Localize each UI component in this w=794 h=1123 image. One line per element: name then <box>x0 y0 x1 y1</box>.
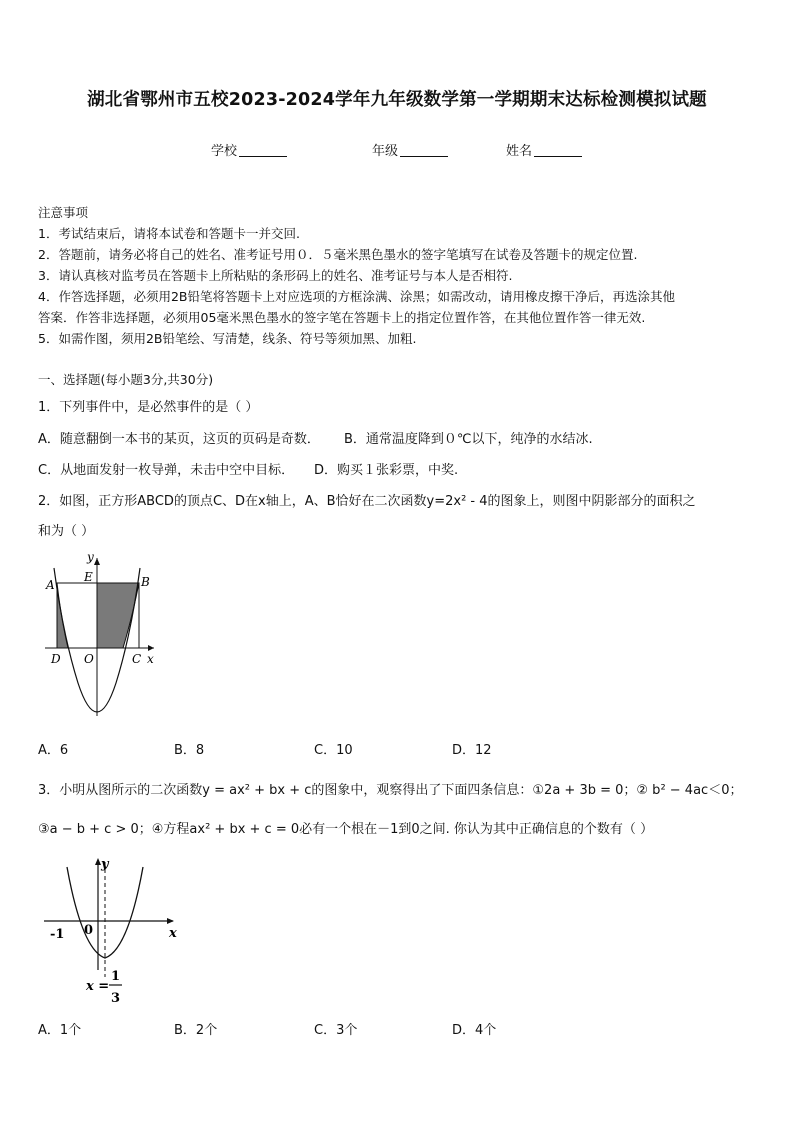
q2-y-arrow <box>94 558 100 565</box>
school-label: 学校 <box>211 144 238 159</box>
q3-label-y: y <box>101 857 109 872</box>
q2-option-d: D．12 <box>452 743 492 758</box>
q2-option-c: C．10 <box>314 743 353 758</box>
section-heading: 一、选择题(每小题3分,共30分) <box>38 372 214 387</box>
notice-item: 2．答题前，请务必将自己的姓名、准考证号用０．５毫米黑色墨水的签字笔填写在试卷及答题卡的规定位置. <box>38 247 638 262</box>
q1-option-d: D．购买１张彩票，中奖. <box>314 463 459 478</box>
q3-option-d: D．4个 <box>452 1023 497 1038</box>
question-3-stem-line2: ③a − b + c > 0；④方程ax² + bx + c = 0必有一个根在－1到0之间. 你认为其中正确信息的个数有（ ） <box>38 822 654 837</box>
q2-label-x: x <box>147 652 154 666</box>
q3-x-arrow <box>167 918 174 924</box>
q3-label-neg1: -1 <box>50 927 65 942</box>
school-field <box>211 140 287 159</box>
q3-figure <box>38 852 183 1012</box>
q3-axis-label: x = <box>86 979 110 994</box>
grade-field <box>372 140 448 159</box>
q2-label-a: A <box>46 578 55 592</box>
notice-item: 4．作答选择题，必须用2B铅笔将答题卡上对应选项的方框涂满、涂黑；如需改动，请用橡皮擦干净后，再选涂其他 <box>38 289 675 304</box>
name-blank <box>534 144 582 157</box>
q3-label-x: x <box>169 926 177 941</box>
q2-label-y: y <box>87 550 94 564</box>
grade-blank <box>400 144 448 157</box>
question-1-stem: 1．下列事件中，是必然事件的是（ ） <box>38 400 259 415</box>
q2-label-b: B <box>141 575 150 589</box>
grade-label: 年级 <box>372 144 399 159</box>
q2-x-arrow <box>148 645 154 651</box>
q3-option-c: C．3个 <box>314 1023 358 1038</box>
notice-item: 1．考试结束后，请将本试卷和答题卡一并交回. <box>38 226 300 241</box>
name-field <box>506 140 582 159</box>
notice-item: 答案．作答非选择题，必须用05毫米黑色墨水的签字笔在答题卡上的指定位置作答，在其他位置作答一律无效. <box>38 310 646 325</box>
notice-item: 5．如需作图，须用2B铅笔绘、写清楚，线条、符号等须加黑、加粗. <box>38 331 417 346</box>
q2-label-o: O <box>84 652 94 666</box>
q3-axis-denominator: 3 <box>111 991 121 1006</box>
q2-option-a: A．6 <box>38 743 69 758</box>
q2-label-e: E <box>84 570 93 584</box>
question-3-stem-line1: 3．小明从图所示的二次函数y = ax² + bx + c的图象中，观察得出了下面四条信息：①2a + 3b = 0；② b² − 4ac＜0； <box>38 783 743 798</box>
notice-item: 3．请认真核对监考员在答题卡上所粘贴的条形码上的姓名、准考证号与本人是否相符. <box>38 268 513 283</box>
q2-option-b: B．8 <box>174 743 205 758</box>
q1-option-c: C．从地面发射一枚导弹，未击中空中目标． <box>38 463 295 478</box>
q3-option-b: B．2个 <box>174 1023 218 1038</box>
question-2-stem-line2: 和为（ ） <box>38 524 95 539</box>
q1-option-a: A．随意翻倒一本书的某页，这页的页码是奇数． <box>38 432 320 447</box>
q3-option-a: A．1个 <box>38 1023 82 1038</box>
name-label: 姓名 <box>506 144 533 159</box>
page-title: 湖北省鄂州市五校2023-2024学年九年级数学第一学期期末达标检测模拟试题 <box>87 90 707 110</box>
q1-option-b: B．通常温度降到０℃以下，纯净的水结冰. <box>344 432 593 447</box>
q2-figure <box>40 548 170 718</box>
q3-label-zero: 0 <box>84 923 94 938</box>
q2-label-c: C <box>132 652 142 666</box>
q3-axis-numerator: 1 <box>111 969 121 984</box>
q2-label-d: D <box>51 652 61 666</box>
question-2-stem-line1: 2．如图，正方形ABCD的顶点C、D在x轴上，A、B恰好在二次函数y=2x² - 4的图象上，则图中阴影部分的面积之 <box>38 494 696 509</box>
notice-heading: 注意事项 <box>38 205 89 220</box>
school-blank <box>239 144 287 157</box>
